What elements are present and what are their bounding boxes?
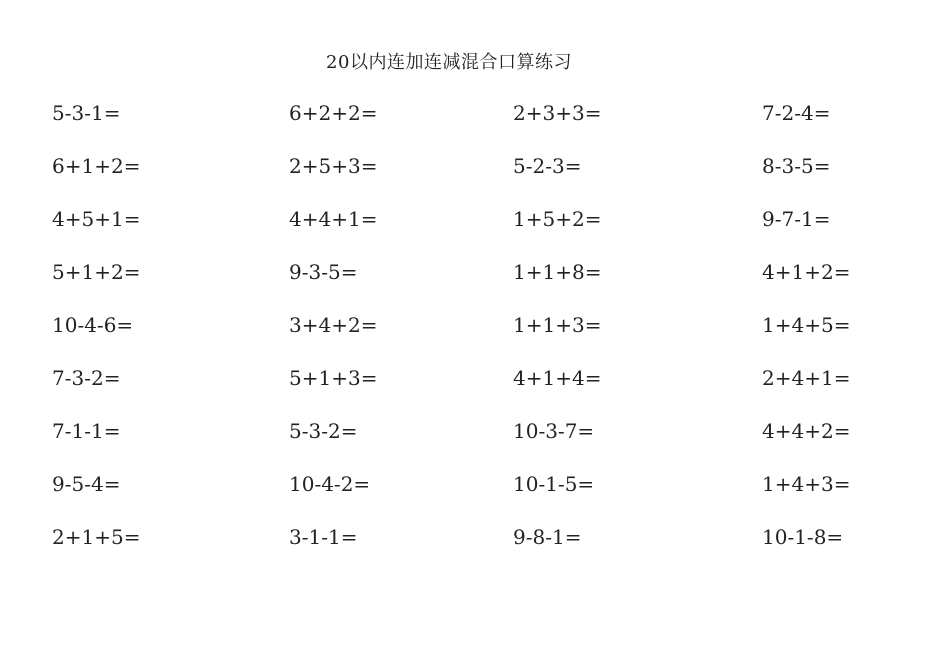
problem-item: 8-3-5=	[762, 154, 831, 178]
problem-item: 10-1-5=	[513, 472, 595, 496]
problem-item: 1+5+2=	[513, 207, 602, 231]
problem-item: 10-3-7=	[513, 419, 595, 443]
problem-item: 4+4+2=	[762, 419, 851, 443]
problem-item: 5-3-1=	[52, 101, 121, 125]
problem-grid	[52, 100, 912, 577]
problem-item: 4+4+1=	[289, 207, 378, 231]
problem-item: 4+5+1=	[52, 207, 141, 231]
problem-row	[52, 206, 912, 259]
problem-row	[52, 259, 912, 312]
problem-item: 9-8-1=	[513, 525, 582, 549]
problem-row	[52, 524, 912, 577]
problem-row	[52, 418, 912, 471]
problem-item: 4+1+2=	[762, 260, 851, 284]
problem-item: 1+1+8=	[513, 260, 602, 284]
problem-item: 9-7-1=	[762, 207, 831, 231]
problem-item: 5-2-3=	[513, 154, 582, 178]
worksheet-title: 20以内连加连减混合口算练习	[326, 52, 572, 73]
problem-item: 10-4-2=	[289, 472, 371, 496]
problem-item: 6+1+2=	[52, 154, 141, 178]
problem-row	[52, 471, 912, 524]
problem-item: 7-3-2=	[52, 366, 121, 390]
problem-item: 7-2-4=	[762, 101, 831, 125]
problem-item: 9-5-4=	[52, 472, 121, 496]
problem-item: 7-1-1=	[52, 419, 121, 443]
problem-item: 10-4-6=	[52, 313, 134, 337]
problem-item: 10-1-8=	[762, 525, 844, 549]
problem-row	[52, 312, 912, 365]
problem-item: 2+1+5=	[52, 525, 141, 549]
problem-item: 2+5+3=	[289, 154, 378, 178]
problem-item: 3+4+2=	[289, 313, 378, 337]
problem-item: 1+4+3=	[762, 472, 851, 496]
problem-item: 1+1+3=	[513, 313, 602, 337]
problem-item: 5+1+3=	[289, 366, 378, 390]
problem-item: 1+4+5=	[762, 313, 851, 337]
problem-item: 2+4+1=	[762, 366, 851, 390]
problem-item: 6+2+2=	[289, 101, 378, 125]
problem-row	[52, 100, 912, 153]
problem-item: 5-3-2=	[289, 419, 358, 443]
problem-item: 4+1+4=	[513, 366, 602, 390]
problem-row	[52, 365, 912, 418]
problem-item: 2+3+3=	[513, 101, 602, 125]
problem-item: 9-3-5=	[289, 260, 358, 284]
problem-item: 5+1+2=	[52, 260, 141, 284]
problem-row	[52, 153, 912, 206]
problem-item: 3-1-1=	[289, 525, 358, 549]
